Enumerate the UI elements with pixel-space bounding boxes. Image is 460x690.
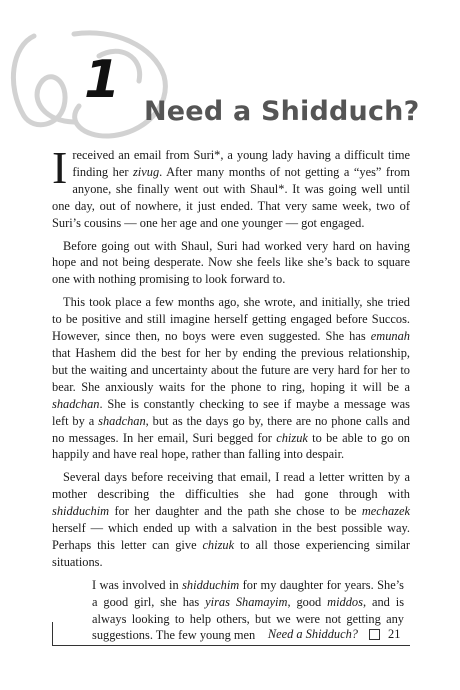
page-number: 21: [388, 627, 401, 641]
paragraph-3: This took place a few months ago, she wrote, and initially, she tried to be positive and still imagine herself getting engaged before Succos. However, since then, no boys were even suggested. She has emunah that Hashem did the best for her by ending the previous relationship, but the waiting and uncertainty about the future are very hard for her to bear. She anxiously waits for the phone to ring, hoping it will be a shadchan. She is constantly checking to see if maybe a message was left by a shadchan, but as the days go by, there are no phone calls and no messages. In her email, Suri begged for chizuk to be able to go on happily and have real hope, rather than falling into despair.: [52, 295, 410, 462]
chapter-body: [52, 142, 411, 644]
paragraph-1: Ireceived an email from Suri*, a young lady having a difficult time finding her zivug. After many months of not getting a “yes” from anyone, she finally went out with Shaul*. It was going well until one day, out of nowhere, it just ended. That very same week, two of Suri’s cousins — one her age and one younger — got engaged.: [52, 142, 411, 230]
drop-cap: I: [52, 142, 68, 193]
paragraph-4: Several days before receiving that email, I read a letter written by a mother describing the difficulties she had gone through with shidduchim for her daughter and the path she chose to be mechazek herself — which ended up with a salvation in the best possible way. Perhaps this letter can give chizuk to all those experiencing similar situations.: [52, 470, 410, 569]
footer-rule-horizontal: [52, 645, 410, 646]
chapter-title: Need a Shidduch?: [144, 96, 420, 127]
footer-rule-vertical: [52, 622, 53, 646]
paragraph-2: Before going out with Shaul, Suri had worked very hard on having hope and not being desperate. Now she feels like she’s back to square one with nothing promising to look forward to.: [52, 238, 410, 287]
footer-square-ornament: [369, 629, 380, 640]
chapter-number: 1: [84, 50, 121, 110]
letter-quote: I was involved in shidduchim for my daughter for years. She’s a good girl, she has yiras Shamayim, good middos, and is always looking to help others, but we were not getting any suggestions. The few young men: [92, 577, 405, 643]
running-footer-title: Need a Shidduch?: [267, 627, 358, 641]
